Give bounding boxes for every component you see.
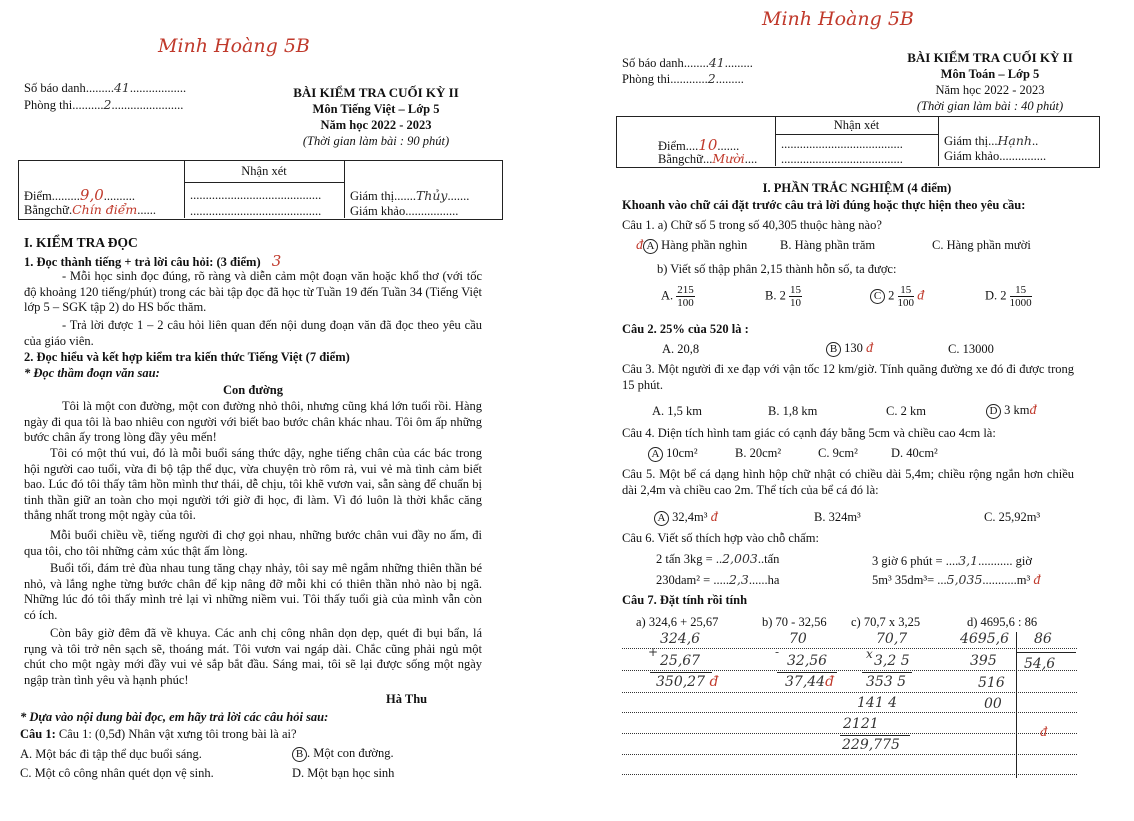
section-heading: I. PHẦN TRẮC NGHIỆM (4 điểm) [762, 181, 952, 195]
exam-title: BÀI KIỂM TRA CUỐI KỲ II [293, 85, 459, 100]
story-author: Hà Thu [386, 692, 428, 706]
giam-khao-label: Giám khảo [350, 204, 406, 218]
work-b-result-value: 37,44 [785, 674, 826, 690]
reading-aloud-title: 1. Đọc thành tiếng + trả lời câu hỏi: (3 điểm) [24, 255, 261, 269]
phong-value: 2 [103, 97, 112, 112]
giam-khao-field: Giám khảo................. [350, 204, 459, 218]
q5-option-a: A 32,4m³ đ [654, 510, 718, 526]
work-b-line2: 32,56 [787, 653, 828, 669]
giam-khao-label: Giám khảo [944, 149, 1000, 163]
q6-item-2-answer: 3,1 [958, 553, 979, 568]
q3-option-a: A. 1,5 km [652, 404, 702, 418]
question-4: Câu 4. Diện tích hình tam giác có cạnh đáy bằng 5cm và chiều cao 4cm là: [622, 426, 996, 440]
circled-answer: B [292, 747, 307, 762]
q7-part-d: d) 4695,6 : 86 [967, 615, 1038, 629]
q4-option-d: D. 40cm² [891, 446, 938, 460]
work-a-result-value: 350,27 [656, 674, 705, 690]
work-d-dividend: 4695,6 [960, 631, 1009, 647]
phong-label: Phòng thi [24, 98, 73, 112]
sbd-label: Số báo danh [24, 81, 86, 95]
work-a-line2: 25,67 [660, 653, 701, 669]
work-c-result: 229,775 [842, 737, 900, 753]
work-c-line2: 3,2 5 [874, 653, 910, 669]
sbd-value: 41 [113, 80, 130, 95]
giam-thi-label: Giám thị [944, 134, 989, 148]
working-line [622, 692, 1077, 693]
tick-mark: đ [1029, 403, 1037, 418]
exam-duration: (Thời gian làm bài : 40 phút) [916, 99, 1064, 113]
divider [775, 134, 938, 135]
q3-option-b: B. 1,8 km [768, 404, 818, 418]
tick-mark: đ [917, 288, 925, 304]
fraction: $\frac{215}{100}$ [677, 284, 694, 309]
working-line [622, 774, 1077, 775]
option-prefix: B. 2 [765, 288, 786, 303]
divider [184, 182, 344, 183]
question-1-option-b [292, 746, 394, 762]
q6-item-2-text: 3 giờ 6 phút = [872, 554, 946, 568]
work-c-line4: 141 4 [857, 695, 898, 711]
nhan-xet-dots: ....................................... [781, 152, 903, 166]
giam-thi-signature: Thủy [415, 188, 448, 203]
instruction-paragraph: - Trả lời được 1 – 2 câu hỏi liên quan đến nội dung đoạn văn đã đọc theo yêu cầu của giáo viên. [24, 318, 482, 348]
student-name-handwritten: Minh Hoàng 5B [158, 35, 310, 57]
sum-line [840, 735, 910, 736]
q1a-option-a-text: Hàng phần nghìn [661, 238, 748, 252]
diem-field: Điểm....10....... [658, 136, 740, 154]
tick-mark: đ [709, 674, 719, 690]
tick-mark: đ [1040, 725, 1047, 740]
phong-field: Phòng thi..........2....................... [24, 97, 184, 112]
work-c-line5: 2121 [843, 716, 879, 732]
work-b-result [785, 674, 834, 690]
q5-option-b: B. 324m³ [814, 510, 861, 524]
work-d-remainder: 00 [984, 696, 1002, 712]
tick-mark: đ [866, 341, 873, 356]
option-prefix: 2 [888, 288, 895, 303]
q6-item-2-unit: giờ [1015, 554, 1032, 568]
diem-value: 10 [698, 136, 718, 154]
q7-part-c: c) 70,7 x 3,25 [851, 615, 921, 629]
q2-option-b: B 130 đ [826, 341, 873, 357]
option-prefix: D. 2 [985, 288, 1007, 303]
q6-item-1-answer: 2,003 [722, 551, 758, 566]
q6-item-3-answer: 2,3 [728, 572, 749, 587]
q4-option-c: C. 9cm² [818, 446, 858, 460]
q6-item-1: 2 tấn 3kg = ..2,003..tấn [656, 551, 780, 566]
divider [938, 116, 939, 166]
phong-value: 2 [707, 71, 716, 86]
sbd-field: Số báo danh.........41.................. [24, 80, 187, 95]
nhan-xet-dots: ....................................... [781, 137, 903, 151]
bangchu-label: Bằngchữ [658, 152, 703, 166]
questions-instruction: * Dựa vào nội dung bài đọc, em hãy trả lời các câu hỏi sau: [20, 710, 329, 724]
times-sign: x [866, 647, 873, 661]
q2-option-a: A. 20,8 [662, 342, 700, 356]
exam-year: Năm học 2022 - 2023 [320, 118, 432, 132]
q1a-option-a: đ A Hàng phần nghìn [636, 238, 748, 253]
division-line [1016, 652, 1076, 653]
giam-thi-field: Giám thị.......Thủy....... [350, 188, 470, 203]
q6-item-3-text: 230dam² = [656, 573, 714, 587]
question-2: Câu 2. 25% của 520 là : [622, 322, 749, 336]
q6-item-2: 3 giờ 6 phút = ....3,1........... giờ [872, 553, 1032, 568]
working-line [622, 648, 1077, 649]
q3-option-c: C. 2 km [886, 404, 926, 418]
work-d-line2: 395 [970, 653, 997, 669]
bangchu-value: Chín điểm [72, 202, 138, 217]
reading-comprehension-heading: 2. Đọc hiểu và kết hợp kiểm tra kiến thức Tiếng Việt (7 điểm) [24, 350, 350, 364]
question-1-option-c: C. Một cô công nhân quét dọn vệ sinh. [20, 766, 214, 780]
q1b-option-c: C 2 $\frac{15}{100}$ đ [870, 284, 924, 309]
q1b-option-d [985, 284, 1032, 309]
q4-option-a-text: 10cm² [666, 446, 698, 460]
q6-item-3: 230dam² = .....2,3......ha [656, 572, 780, 587]
question-5: Câu 5. Một bể cá dạng hình hộp chữ nhật có chiều dài 5,4m; chiều rộng ngắn hơn chiều dài 2,4m và chiều cao 2m. Thể tích của bể cá đó là: [622, 467, 1074, 497]
q5-option-c: C. 25,92m³ [984, 510, 1041, 524]
exam-duration: (Thời gian làm bài : 90 phút) [302, 134, 450, 148]
story-paragraph: Tôi là một con đường, một con đường nhỏ thôi, nhưng cũng khá lớn tuổi rồi. Hàng ngày đi qua tôi là bao nhiêu con người với biết bao bước chân khác nhau. Tôi ôm ấp những bước chân ấy trong lòng đầy yêu mến! [24, 399, 482, 445]
exam-subject: Môn Toán – Lớp 5 [940, 67, 1040, 81]
story-paragraph: Còn bây giờ đêm đã về khuya. Các anh chị công nhân dọn dẹp, quét đi bụi bẩn, lá rụng và tôi trở nên sạch sẽ, thoáng mát. Tôi vươn vai ngáp dài. Chắc cũng phải ngủ một chút cho một ngày mới đầy vui vẻ sắp bắt đầu. Sáng mai, tôi sẽ lại được sống một ngày ngập tràn tình yêu và hạnh phúc! [24, 626, 482, 687]
story-paragraph: Mỗi buổi chiều về, tiếng người đi chợ gọi nhau, những bước chân vui đầy no ấm, đi qua tôi, cho tôi những cảm xúc thật ấm lòng. [24, 528, 482, 558]
giam-khao-field: Giám khảo............... [944, 149, 1047, 163]
q3-option-d-text: 3 km [1004, 403, 1030, 417]
q6-item-4: 5m³ 35dm³= ...5,035...........m³ đ [872, 572, 1041, 588]
phong-label: Phòng thi [622, 72, 671, 86]
work-c-line3: 353 5 [866, 674, 907, 690]
diem-label: Điểm [24, 189, 52, 203]
question-1: Câu 1: Câu 1: (0,5đ) Nhân vật xưng tôi trong bài là ai? [20, 727, 297, 741]
student-name-handwritten: Minh Hoàng 5B [762, 8, 914, 30]
q3-option-d: D 3 kmđ [986, 403, 1036, 419]
q7-part-a: a) 324,6 + 25,67 [636, 615, 719, 629]
question-1a-text: Câu 1. a) Chữ số 5 trong số 40,305 thuộc hàng nào? [622, 218, 882, 232]
tick-mark: đ [636, 238, 643, 253]
phong-field: Phòng thi............2......... [622, 71, 744, 86]
diem-value: 9,0 [79, 186, 104, 204]
tick-mark: đ [825, 674, 835, 690]
working-line [622, 712, 1077, 713]
q1b-option-b [765, 284, 802, 309]
work-d-quotient: 54,6 [1024, 656, 1056, 672]
q4-option-b: B. 20cm² [735, 446, 782, 460]
giam-thi-field: Giám thị...Hạnh.. [944, 133, 1039, 148]
q6-item-4-answer: 5,035 [946, 572, 983, 587]
question-1-text: Câu 1: (0,5đ) Nhân vật xưng tôi trong bài là ai? [58, 727, 297, 741]
exam-title: BÀI KIỂM TRA CUỐI KỲ II [907, 50, 1073, 65]
nhan-xet-label: Nhận xét [833, 118, 880, 132]
working-line [622, 733, 1077, 734]
diem-label: Điểm [658, 139, 686, 153]
q1a-option-c: C. Hàng phần mười [932, 238, 1031, 252]
q1a-option-b: B. Hàng phần trăm [780, 238, 876, 252]
option-prefix: A. [661, 288, 674, 303]
sbd-value: 41 [708, 55, 725, 70]
diem-field: Điểm.........9,0.......... [24, 186, 136, 204]
fraction: $\frac{15}{1000}$ [1009, 284, 1032, 309]
q2-option-c: C. 13000 [948, 342, 994, 356]
question-1a [622, 218, 882, 233]
q6-item-4-text: 5m³ 35dm³= [872, 573, 938, 587]
q7-part-b: b) 70 - 32,56 [762, 615, 827, 629]
q4-option-a: A 10cm² [648, 446, 698, 462]
sbd-label: Số báo danh [622, 56, 684, 70]
question-1-option-b-text: . Một con đường. [307, 746, 394, 760]
work-d-divisor: 86 [1034, 631, 1052, 647]
fraction: $\frac{15}{100}$ [897, 284, 914, 309]
bangchu-field: Bằngchữ...Mười.... [658, 151, 758, 166]
bangchu-field: Bằngchữ.Chín điểm...... [24, 202, 157, 217]
question-1-option-a: A. Một bác đi tập thể dục buổi sáng. [20, 747, 202, 761]
q6-item-4-unit: m³ [1016, 573, 1031, 587]
divider [344, 160, 345, 218]
working-line [622, 754, 1077, 755]
nhan-xet-dots: .......................................... [190, 204, 322, 218]
work-c-line1: 70,7 [876, 631, 908, 647]
giam-thi-label: Giám thị [350, 189, 395, 203]
nhan-xet-label: Nhận xét [241, 164, 287, 178]
instruction: Khoanh vào chữ cái đặt trước câu trả lời đúng hoặc thực hiện theo yêu cầu: [622, 198, 1026, 212]
sbd-field: Số báo danh........41......... [622, 55, 753, 70]
story-paragraph: Tôi có một thú vui, đó là mỗi buổi sáng thức dậy, nghe tiếng chân của các bác trong hội người cao tuổi, vừa đi bộ tập thể dục, vừa chuyện trò rôm rả, vui vẻ mà tình cảm biết bao. Lúc đó tôi thấy tâm hồn mình thư thái, dễ chịu, tôi khẽ vươn vai, sẵn sàng để chuẩn bị tinh thần giữ an toàn cho mọi người tới giờ đi học, đi làm. Vì đó luôn là thời khắc căng thẳng nhất trong một ngày của tôi. [24, 446, 482, 523]
division-bar [1016, 632, 1017, 778]
q1b-option-a [661, 284, 695, 309]
tick-mark: đ [1033, 573, 1041, 588]
nhan-xet-dots: .......................................... [190, 188, 322, 202]
tick-mark: đ [710, 510, 718, 525]
working-line [622, 670, 1077, 671]
bangchu-value: Mười [712, 151, 745, 166]
q2-option-b-text: 130 [844, 341, 863, 355]
fraction: $\frac{15}{10}$ [789, 284, 801, 309]
bangchu-label: Bằngchữ [24, 203, 69, 217]
question-7: Câu 7. Đặt tính rồi tính [622, 593, 748, 607]
giam-thi-signature: Hạnh [997, 133, 1032, 148]
exam-subject: Môn Tiếng Việt – Lớp 5 [312, 102, 440, 116]
instruction-paragraph: - Mỗi học sinh đọc đúng, rõ ràng và diễn cảm một đoạn văn hoặc khổ thơ (với tốc độ khoảng 120 tiếng/phút) trong các bài tập đọc đã học từ Tuần 19 đến Tuần 34 (Tiếng Việt lớp 5 – SGK tập 2) do HS bốc thăm. [24, 269, 482, 315]
reading-aloud-heading [24, 252, 281, 270]
question-3: Câu 3. Một người đi xe đạp với vận tốc 12 km/giờ. Tính quãng đường xe đó đi được trong 15 phút. [622, 362, 1074, 392]
story-paragraph: Buổi tối, đám trẻ đùa nhau tung tăng chạy nhảy, tôi say mê ngắm những thiên thần bé nhỏ, và lắng nghe từng bước chân để kịp nâng đỡ mỗi khi có thiên thần nhỏ nào bị ngã. Những lúc đó tôi thấy mình trẻ lại vì những niềm vui. Tôi thấy tuổi già của mình vẫn còn có ích. [24, 561, 482, 622]
work-a-result [656, 674, 718, 690]
reading-aloud-score: 3 [271, 252, 282, 270]
work-a-line1: 324,6 [660, 631, 701, 647]
tick-mark-d [1040, 723, 1047, 741]
question-1-option-d: D. Một bạn học sinh [292, 766, 395, 780]
plus-sign: + [648, 645, 659, 659]
q6-item-1-unit: tấn [764, 552, 780, 566]
question-6: Câu 6. Viết số thích hợp vào chỗ chấm: [622, 531, 819, 545]
section-heading: I. KIỂM TRA ĐỌC [24, 235, 138, 250]
q5-option-a-text: 32,4m³ [672, 510, 708, 524]
question-1b: b) Viết số thập phân 2,15 thành hỗn số, ta được: [657, 262, 897, 276]
exam-year: Năm học 2022 - 2023 [935, 83, 1045, 97]
q6-item-1-text: 2 tấn 3kg = [656, 552, 716, 566]
sum-line [777, 672, 837, 673]
work-d-line3: 516 [978, 675, 1005, 691]
silent-reading-heading: * Đọc thầm đoạn văn sau: [24, 366, 160, 380]
sum-line [650, 672, 712, 673]
minus-sign: - [775, 645, 780, 659]
sum-line [862, 672, 912, 673]
work-b-line1: 70 [789, 631, 807, 647]
q6-item-3-unit: ha [767, 573, 780, 587]
story-title: Con đường [223, 383, 283, 397]
